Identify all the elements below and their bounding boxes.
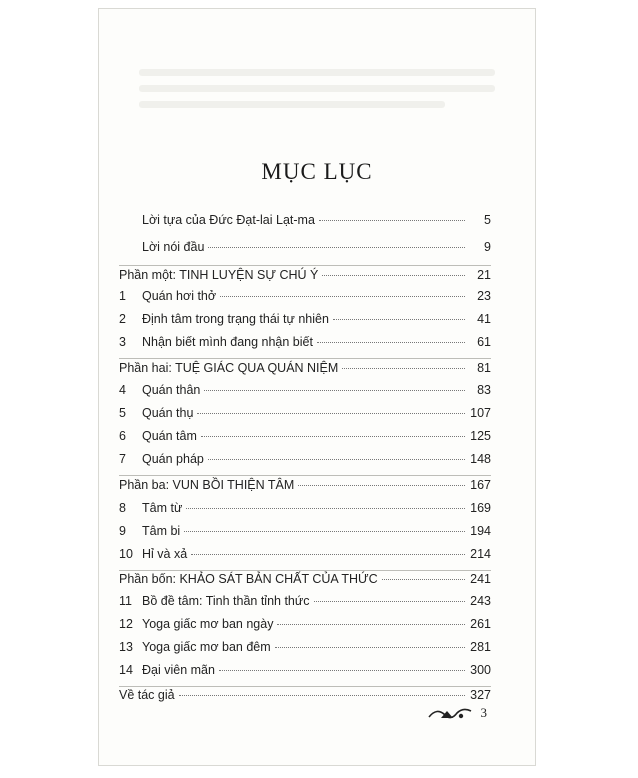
dot-leader [201,436,465,437]
entry-page: 5 [484,213,491,227]
entry-number: 8 [119,501,126,515]
toc-entry[interactable] [119,617,491,637]
entry-page: 41 [477,312,491,326]
entry-number: 2 [119,312,126,326]
dot-leader [184,531,465,532]
entry-number: 6 [119,429,126,443]
entry-number: 10 [119,547,133,561]
entry-number: 5 [119,406,126,420]
dot-leader [314,601,466,602]
entry-title: Quán pháp [142,452,204,466]
entry-number: 12 [119,617,133,631]
entry-page: 83 [477,383,491,397]
dot-leader [322,275,465,276]
entry-title: Về tác giả [119,688,175,702]
entry-title: Lời nói đầu [142,240,205,254]
entry-page: 169 [470,501,491,515]
dot-leader [319,220,465,221]
toc-part-heading[interactable] [119,572,491,592]
toc-part-heading[interactable] [119,268,491,288]
book-page [98,8,536,766]
entry-title: Quán hơi thở [142,289,217,303]
toc-entry[interactable] [119,640,491,660]
dot-leader [219,670,465,671]
section-divider [119,358,491,359]
entry-title: Phần hai: TUỆ GIÁC QUA QUÁN NIỆM [119,361,339,375]
bleed-through-line [139,85,495,92]
dot-leader [204,390,465,391]
entry-title: Quán thân [142,383,201,397]
toc-entry[interactable] [119,524,491,544]
page-number: 3 [480,705,487,720]
dot-leader [333,319,465,320]
toc-entry[interactable] [119,663,491,683]
entry-number: 11 [119,594,132,608]
entry-page: 194 [470,524,491,538]
entry-title: Đại viên mãn [142,663,215,677]
section-divider [119,475,491,476]
toc-entry[interactable] [119,547,491,567]
entry-title: Bồ đề tâm: Tinh thần tỉnh thức [142,594,310,608]
entry-title: Yoga giấc mơ ban ngày [142,617,274,631]
dot-leader [208,247,465,248]
dot-leader [179,695,465,696]
toc-entry[interactable] [119,383,491,403]
entry-number: 9 [119,524,126,538]
entry-page: 125 [470,429,491,443]
toc-entry[interactable] [119,213,491,233]
entry-title: Yoga giấc mơ ban đêm [142,640,271,654]
section-divider [119,570,491,571]
entry-title: Tâm bi [142,524,181,538]
bleed-through-line [139,101,445,108]
entry-title: Phần một: TINH LUYỆN SỰ CHÚ Ý [119,268,319,282]
entry-page: 61 [477,335,491,349]
entry-page: 241 [470,572,491,586]
entry-page: 81 [477,361,491,375]
entry-title: Hỉ và xả [142,547,188,561]
toc-entry[interactable] [119,452,491,472]
dot-leader [342,368,465,369]
dot-leader [317,342,465,343]
entry-number: 14 [119,663,133,677]
toc-entry[interactable] [119,240,491,260]
dot-leader [298,485,465,486]
toc-entry[interactable] [119,312,491,332]
toc-entry[interactable] [119,594,491,614]
page-footer [427,703,488,723]
entry-page: 327 [470,688,491,702]
entry-page: 148 [470,452,491,466]
entry-page: 243 [470,594,491,608]
entry-title: Quán thụ [142,406,194,420]
entry-number: 7 [119,452,126,466]
section-divider [119,265,491,266]
dot-leader [191,554,465,555]
entry-page: 261 [470,617,491,631]
dot-leader [277,624,465,625]
entry-page: 281 [470,640,491,654]
entry-page: 214 [470,547,491,561]
entry-number: 4 [119,383,126,397]
entry-page: 21 [477,268,491,282]
entry-title: Định tâm trong trạng thái tự nhiên [142,312,329,326]
toc-part-heading[interactable] [119,478,491,498]
entry-page: 300 [470,663,491,677]
toc-entry[interactable] [119,406,491,426]
dot-leader [220,296,465,297]
dot-leader [197,413,465,414]
dot-leader [208,459,465,460]
entry-page: 23 [477,289,491,303]
entry-title: Lời tựa của Đức Đạt-lai Lạt-ma [142,213,315,227]
entry-title: Phần bốn: KHẢO SÁT BẢN CHẤT CỦA THỨC [119,572,378,586]
entry-number: 13 [119,640,133,654]
dot-leader [275,647,465,648]
toc-part-heading[interactable] [119,361,491,381]
entry-number: 3 [119,335,126,349]
toc-entry[interactable] [119,289,491,309]
section-divider [119,686,491,687]
entry-title: Quán tâm [142,429,197,443]
entry-title: Phần ba: VUN BỒI THIỆN TÂM [119,478,295,492]
bleed-through-line [139,69,495,76]
toc-entry[interactable] [119,335,491,355]
entry-title: Nhận biết mình đang nhận biết [142,335,313,349]
decorative-ornament-icon [427,703,475,723]
page-title: MỤC LỤC [261,159,373,184]
entry-page: 9 [484,240,491,254]
entry-title: Tâm từ [142,501,183,515]
dot-leader [382,579,465,580]
toc-entry[interactable] [119,429,491,449]
entry-page: 107 [470,406,491,420]
toc-entry[interactable] [119,501,491,521]
entry-number: 1 [119,289,126,303]
dot-leader [186,508,465,509]
entry-page: 167 [470,478,491,492]
